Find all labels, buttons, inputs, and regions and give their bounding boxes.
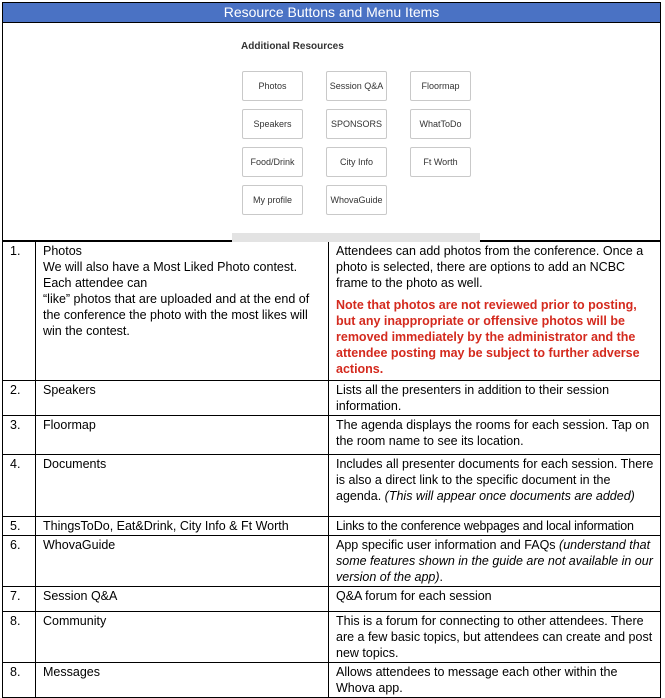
row-name: WhovaGuide [36,536,329,587]
row-number: 5. [3,517,36,536]
row-description: Allows attendees to message each other within the Whova app. [329,663,661,698]
table-row [3,663,661,698]
floormap-button[interactable]: Floormap [410,71,471,101]
row-description: Links to the conference webpages and local information [329,517,661,536]
table-row [3,381,661,416]
row-description: The agenda displays the rooms for each session. Tap on the room name to see its location. [329,416,661,455]
row-description: Q&A forum for each session [329,587,661,612]
row-number: 4. [3,455,36,517]
table-row [3,517,661,536]
table-title: Resource Buttons and Menu Items [2,2,661,22]
row-description-cell [329,536,661,587]
row-name: ThingsToDo, Eat&Drink, City Info & Ft Worth [36,517,329,536]
row-number: 2. [3,381,36,416]
row-description: Lists all the presenters in addition to their session information. [329,381,661,416]
row-name-note-2: “like” photos that are uploaded and at the end of the conference the photo with the most likes will win the contest. [43,292,310,338]
table-row [3,612,661,663]
row-description: Includes all presenter documents for each session. There is also a direct link to the specific document in the agenda. [336,457,654,503]
food-drink-button[interactable]: Food/Drink [242,147,303,177]
row-name: Community [36,612,329,663]
row-number: 8. [3,663,36,698]
row-name: Documents [36,455,329,517]
sponsors-button[interactable]: SPONSORS [326,109,387,139]
row-description-note: (This will appear once documents are added) [384,489,635,503]
photos-button[interactable]: Photos [242,71,303,101]
row-name: Session Q&A [36,587,329,612]
speakers-button[interactable]: Speakers [242,109,303,139]
row-name: Floormap [36,416,329,455]
table-row [3,587,661,612]
row-description-cell [329,242,661,381]
row-number: 7. [3,587,36,612]
horizontal-scrollbar[interactable] [232,233,480,242]
table-row [3,416,661,455]
menu-items-table [2,241,661,698]
row-description-tail: . [439,570,444,584]
row-name: Speakers [36,381,329,416]
row-description: This is a forum for connecting to other attendees. There are a few basic topics, but attendees can create and post new topics. [329,612,661,663]
session-qa-button[interactable]: Session Q&A [326,71,387,101]
row-description-cell [329,455,661,517]
resource-document [2,2,661,698]
row-name: Messages [36,663,329,698]
whattodo-button[interactable]: WhatToDo [410,109,471,139]
app-screenshot [2,22,661,241]
row-description-note: (understand that some features shown in the guide are not available in our version of the app) [336,538,653,584]
additional-resources-panel [232,33,482,243]
table-row [3,536,661,587]
my-profile-button[interactable]: My profile [242,185,303,215]
row-name-cell [36,242,329,381]
row-description: Attendees can add photos from the conference. Once a photo is selected, there are options to add an NCBC frame to the photo as well. [336,244,644,290]
row-name: Photos [43,244,82,258]
whovaguide-button[interactable]: WhovaGuide [326,185,387,215]
row-description: App specific user information and FAQs [336,538,556,552]
row-number: 3. [3,416,36,455]
row-number: 6. [3,536,36,587]
city-info-button[interactable]: City Info [326,147,387,177]
row-number: 8. [3,612,36,663]
ft-worth-button[interactable]: Ft Worth [410,147,471,177]
row-number: 1. [3,242,36,381]
panel-heading: Additional Resources [241,41,344,52]
row-name-note: We will also have a Most Liked Photo contest. Each attendee can [43,260,298,290]
photo-warning-text: Note that photos are not reviewed prior to posting, but any inappropriate or offensive photos will be removed immediately by the administrator and the attendee posting may be subject to further adverse actions. [336,298,640,376]
table-row [3,455,661,517]
table-row [3,242,661,381]
